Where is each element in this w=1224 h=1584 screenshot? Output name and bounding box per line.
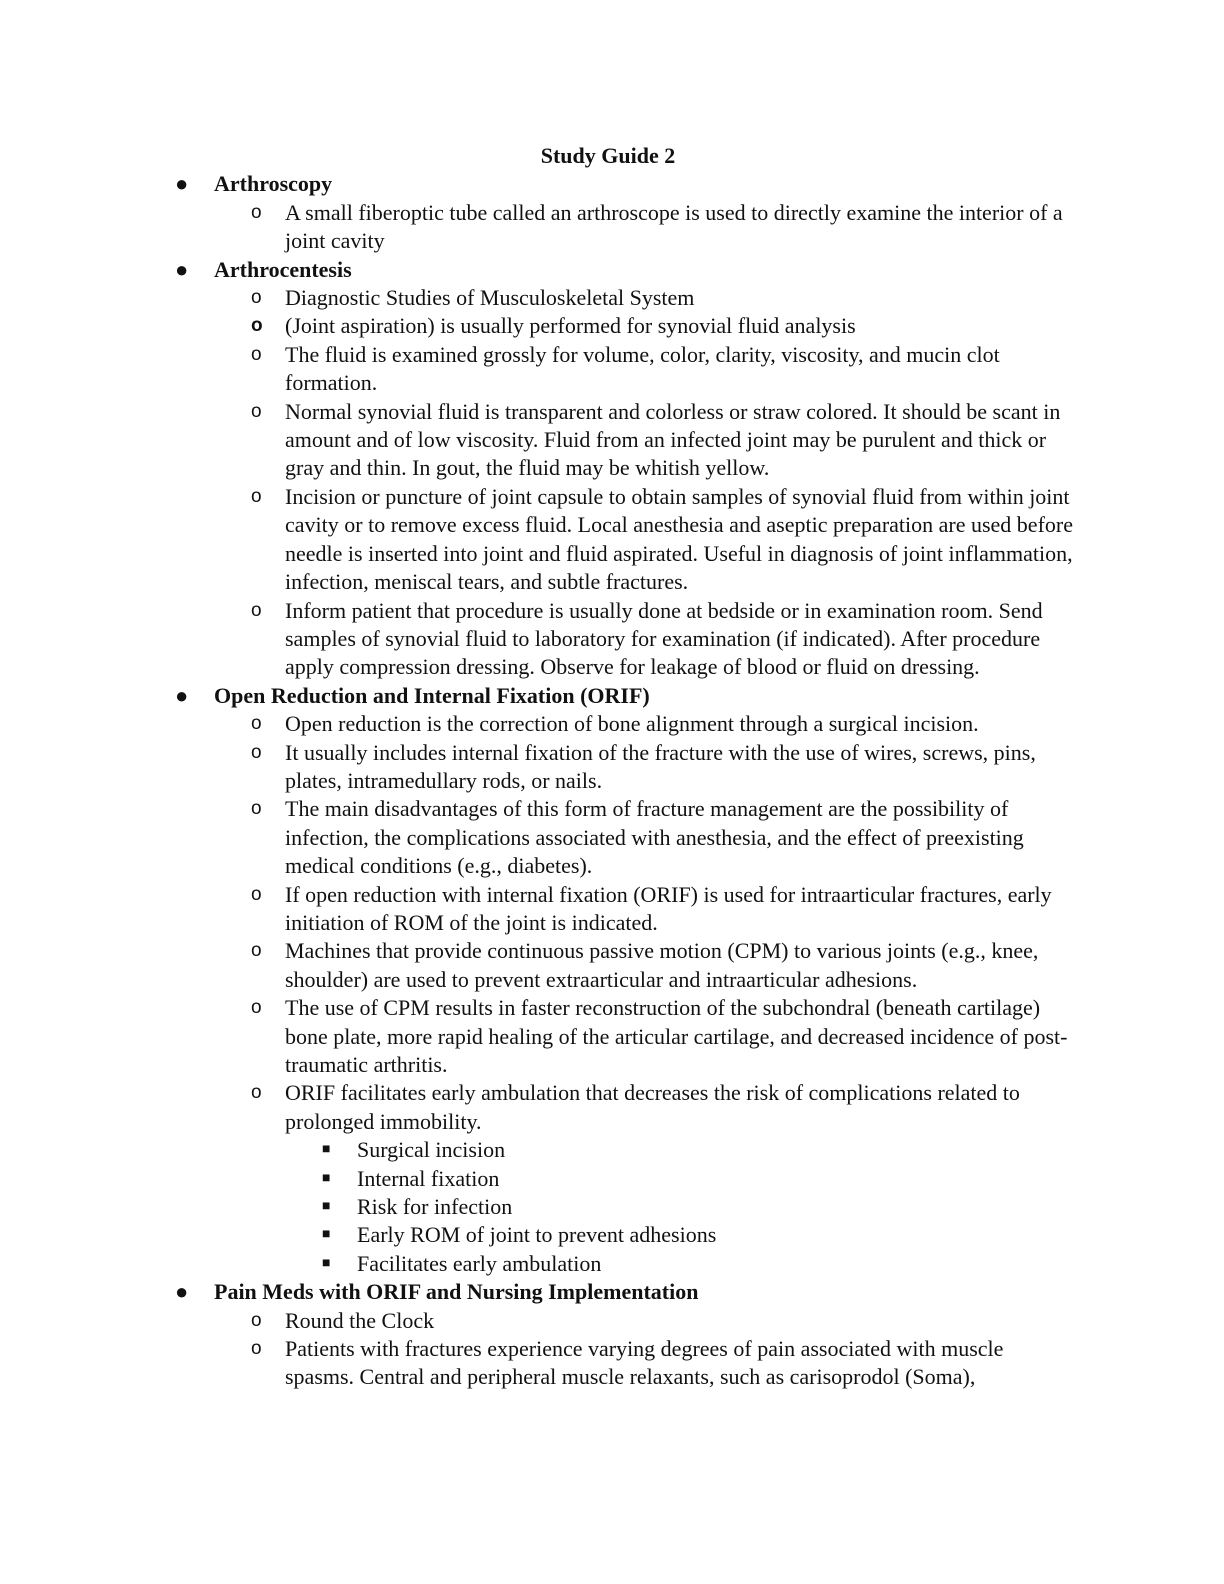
list-item <box>0 597 1075 682</box>
square-marker: ■ <box>322 1255 331 1271</box>
sub-list-item <box>0 1221 1077 1249</box>
list-item-text: It usually includes internal fixation of the fracture with the use of wires, screws, pins, plates, intramedullary rods, or nails. <box>285 739 1036 793</box>
circle-marker: o <box>251 400 262 422</box>
list-item <box>0 795 1075 880</box>
circle-marker: o <box>251 343 262 365</box>
circle-marker: o <box>251 1082 262 1104</box>
sub-list-item-text: Early ROM of joint to prevent adhesions <box>357 1222 717 1248</box>
circle-marker: o <box>251 599 262 621</box>
list-item <box>0 994 1075 1079</box>
list-item-text: A small fiberoptic tube called an arthroscope is used to directly examine the interior of a joint cavity <box>285 199 1063 254</box>
list-item-text: The main disadvantages of this form of fracture management are the possibility of infection, the complications associated with anesthesia, and the effect of preexisting medical conditions (e.g., diabetes). <box>285 796 1024 879</box>
sub-list-item <box>0 1193 1077 1221</box>
list-item <box>0 937 1075 994</box>
list-item <box>0 284 1075 312</box>
list-item <box>0 881 1075 938</box>
square-marker: ■ <box>322 1170 331 1186</box>
section-heading: Pain Meds with ORIF and Nursing Implementation <box>214 1279 699 1305</box>
section-arthroscopy <box>0 170 1094 198</box>
list-item-text: The fluid is examined grossly for volume, color, clarity, viscosity, and mucin clot formation. <box>285 341 1000 396</box>
circle-marker: o <box>251 741 262 763</box>
list-item <box>0 398 1075 483</box>
list-item-text: Diagnostic Studies of Musculoskeletal System <box>285 285 695 311</box>
square-marker: ■ <box>322 1142 331 1158</box>
circle-marker: o <box>251 1338 262 1360</box>
list-item-text: Round the Clock <box>285 1307 435 1333</box>
circle-marker: o <box>251 883 262 905</box>
circle-marker: o <box>251 798 262 820</box>
list-item-text: Open reduction is the correction of bone alignment through a surgical incision. <box>285 711 979 737</box>
sub-list-item <box>0 1136 1077 1164</box>
list-item-text: (Joint aspiration) is usually performed for synovial fluid analysis <box>285 313 856 339</box>
list-item <box>0 483 1075 597</box>
list-item <box>0 1335 1075 1392</box>
list-item-text: Incision or puncture of joint capsule to obtain samples of synovial fluid from within joint cavity or to remove excess fluid. Local anesthesia and aseptic preparation are used before needle is inserted into joint and fluid aspirated. Useful in diagnosis of joint inflammation, infection, meniscal tears, and subtle fractures. <box>285 483 1073 595</box>
section-pain-meds <box>0 1278 1094 1306</box>
list-item <box>0 1079 1075 1136</box>
list-item-text: Inform patient that procedure is usually done at bedside or in examination room. Send samples of synovial fluid to laboratory for examination (if indicated). After procedure apply compression dressing. Observe for leakage of blood or fluid on dressing. <box>285 597 1043 680</box>
circle-marker: o <box>251 315 263 337</box>
square-marker: ■ <box>322 1199 331 1215</box>
circle-marker: o <box>251 287 262 309</box>
sub-list-item <box>0 1165 1077 1193</box>
list-item-text: ORIF facilitates early ambulation that decreases the risk of complications related to prolonged immobility. <box>285 1080 1020 1134</box>
section-heading: Arthrocentesis <box>214 256 352 282</box>
list-item <box>0 341 1075 398</box>
list-item <box>0 710 1075 738</box>
sub-list-item-text: Internal fixation <box>357 1165 500 1191</box>
list-item-text: Patients with fractures experience varying degrees of pain associated with muscle spasms. Central and peripheral muscle relaxants, such as carisoprodol (Soma), <box>285 1336 1004 1390</box>
section-orif <box>0 682 1094 710</box>
list-item-text: If open reduction with internal fixation (ORIF) is used for intraarticular fractures, early initiation of ROM of the joint is indicated. <box>285 881 1052 935</box>
sub-list-item-text: Facilitates early ambulation <box>357 1250 602 1276</box>
circle-marker: o <box>251 201 262 223</box>
list-item <box>0 1307 1075 1335</box>
bullet-marker: ● <box>175 256 189 282</box>
section-heading: Open Reduction and Internal Fixation (ORIF) <box>214 682 650 708</box>
sub-list-item-text: Risk for infection <box>357 1194 513 1220</box>
bullet-marker: ● <box>175 1279 189 1305</box>
section-heading: Arthroscopy <box>214 171 333 197</box>
sub-list-item-text: Surgical incision <box>357 1137 506 1163</box>
list-item <box>0 739 1075 796</box>
section-arthrocentesis <box>0 256 1094 284</box>
list-item-text: Normal synovial fluid is transparent and colorless or straw colored. It should be scant in amount and of low viscosity. Fluid from an infected joint may be purulent and thick or gray and thin. In gout, the fluid may be whitish yellow. <box>285 398 1061 481</box>
circle-marker: o <box>251 713 262 735</box>
sub-list-item <box>0 1250 1077 1278</box>
list-item <box>0 199 1075 256</box>
page-title: Study Guide 2 <box>540 143 676 168</box>
circle-marker: o <box>251 485 262 507</box>
list-item-text: Machines that provide continuous passive motion (CPM) to various joints (e.g., knee, shoulder) are used to prevent extraarticular and intraarticular adhesions. <box>285 938 1039 992</box>
circle-marker: o <box>251 1309 262 1331</box>
bullet-marker: ● <box>175 171 189 197</box>
circle-marker: o <box>251 940 262 962</box>
square-marker: ■ <box>322 1227 331 1243</box>
bullet-marker: ● <box>175 682 189 708</box>
list-item-text: The use of CPM results in faster reconstruction of the subchondral (beneath cartilage) bone plate, more rapid healing of the articular cartilage, and decreased incidence of post-traumatic arthritis. <box>285 995 1068 1077</box>
list-item <box>0 312 1075 340</box>
document-body <box>0 142 1224 1392</box>
circle-marker: o <box>251 997 262 1019</box>
